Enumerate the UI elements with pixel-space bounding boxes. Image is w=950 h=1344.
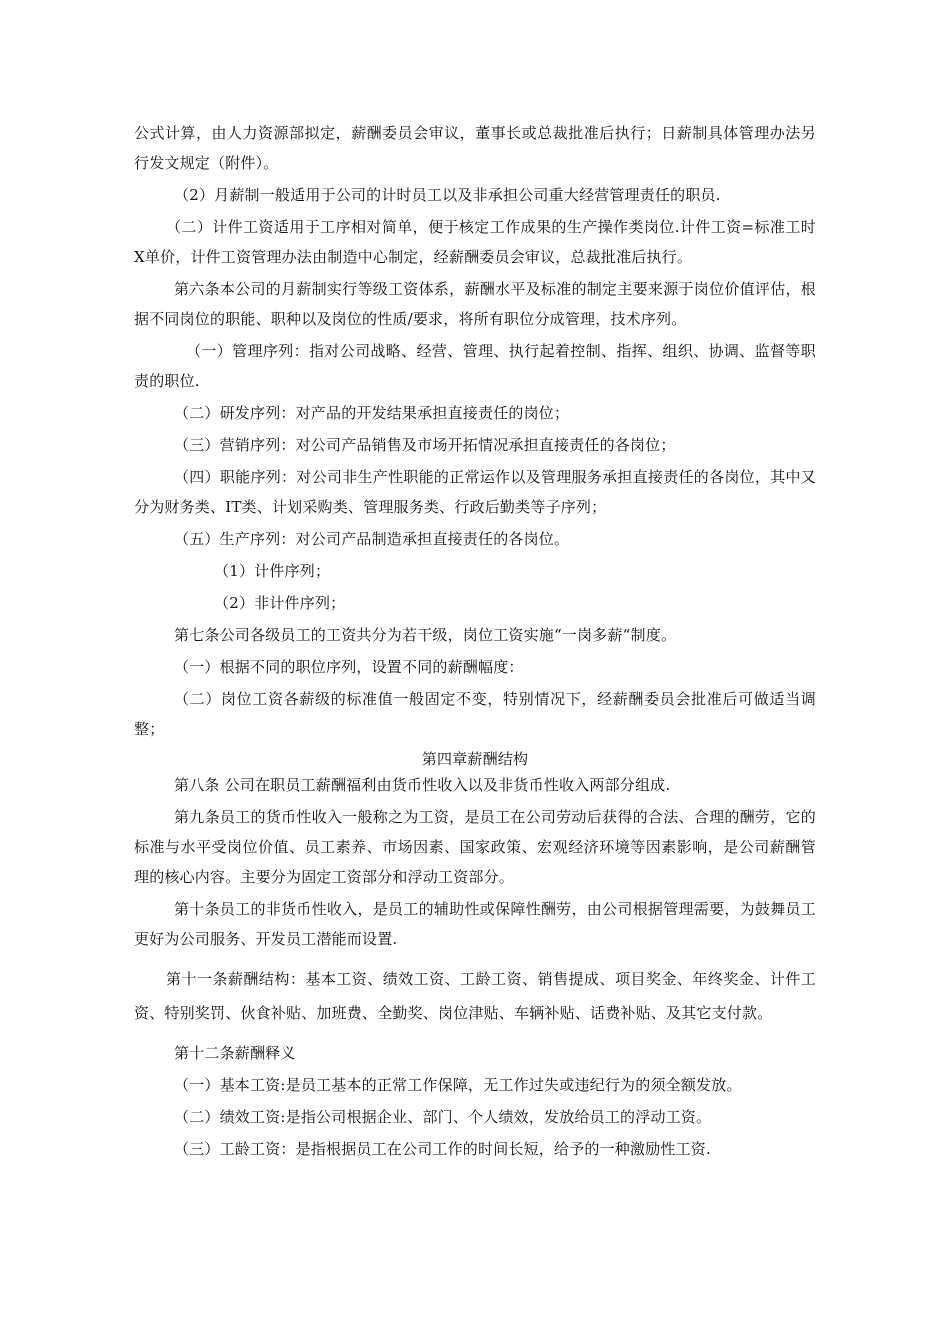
paragraph-formula-calculation: 公式计算，由人力资源部拟定，薪酬委员会审议，董事长或总裁批准后执行；日薪制具体管理办法另行发文规定（附件）。 <box>134 124 816 172</box>
paragraph-rd-sequence: （二）研发序列：对产品的开发结果承担直接责任的岗位； <box>174 404 570 422</box>
paragraph-performance-salary: （二）绩效工资:是指公司根据企业、部门、个人绩效，发放给员工的浮动工资。 <box>174 1108 712 1126</box>
paragraph-seniority-salary: （三）工龄工资：是指根据员工在公司工作的时间长短，给予的一种激励性工资. <box>174 1140 711 1158</box>
chapter-heading: 第四章薪酬结构 <box>421 750 529 768</box>
paragraph-article-12: 第十二条薪酬释义 <box>174 1044 296 1062</box>
paragraph-functional-sequence: （四）职能序列：对公司非生产性职能的正常运作以及管理服务承担直接责任的各岗位，其中又分为财务类、IT类、计划采购类、管理服务类、行政后勤类等子序列； <box>134 468 816 516</box>
paragraph-piecework-wage: （二）计件工资适用于工序相对简单，便于核定工作成果的生产操作类岗位.计件工资=标准工时X单价，计件工资管理办法由制造中心制定，经薪酬委员会审议，总裁批准后执行。 <box>134 218 816 266</box>
paragraph-article-8: 第八条 公司在职员工薪酬福利由货币性收入以及非货币性收入两部分组成. <box>174 776 671 794</box>
paragraph-salary-grade-standard: （二）岗位工资各薪级的标准值一般固定不变，特别情况下，经薪酬委员会批准后可做适当调整； <box>134 690 816 738</box>
paragraph-basic-salary: （一）基本工资:是员工基本的正常工作保障，无工作过失或违纪行为的须全额发放。 <box>174 1076 742 1094</box>
paragraph-management-sequence: （一）管理序列：指对公司战略、经营、管理、执行起着控制、指挥、组织、协调、监督等职责的职位. <box>134 342 816 390</box>
paragraph-marketing-sequence: （三）营销序列：对公司产品销售及市场开拓情况承担直接责任的各岗位； <box>174 436 676 454</box>
paragraph-article-9: 第九条员工的货币性收入一般称之为工资，是员工在公司劳动后获得的合法、合理的酬劳，它的标准与水平受岗位价值、员工素养、市场因素、国家政策、宏观经济环境等因素影响，是公司薪酬管理的核心内容。主要分为固定工资部分和浮动工资部分。 <box>134 808 816 886</box>
paragraph-article-10: 第十条员工的非货币性收入，是员工的辅助性或保障性酬劳，由公司根据管理需要，为鼓舞员工更好为公司服务、开发员工潜能而设置. <box>134 900 816 948</box>
paragraph-production-sequence: （五）生产序列：对公司产品制造承担直接责任的各岗位。 <box>174 530 570 548</box>
paragraph-article-7: 第七条公司各级员工的工资共分为若干级，岗位工资实施“一岗多薪“制度。 <box>174 626 677 644</box>
paragraph-article-11: 第十一条薪酬结构：基本工资、绩效工资、工龄工资、销售提成、项目奖金、年终奖金、计件工资、特别奖罚、伙食补贴、加班费、全勤奖、岗位津贴、车辆补贴、话费补贴、及其它支付款。 <box>134 970 816 1022</box>
paragraph-article-6: 第六条本公司的月薪制实行等级工资体系，薪酬水平及标准的制定主要来源于岗位价值评估，根据不同岗位的职能、职种以及岗位的性质/要求，将所有职位分成管理，技术序列。 <box>134 280 816 328</box>
paragraph-piecework-sequence: （1）计件序列； <box>214 562 331 580</box>
paragraph-non-piecework-sequence: （2）非计件序列； <box>214 594 346 612</box>
document-body <box>134 118 816 1166</box>
paragraph-monthly-salary-scope: （2）月薪制一般适用于公司的计时员工以及非承担公司重大经营管理责任的职员. <box>174 186 721 204</box>
paragraph-salary-range: （一）根据不同的职位序列，设置不同的薪酬幅度： <box>174 658 524 676</box>
